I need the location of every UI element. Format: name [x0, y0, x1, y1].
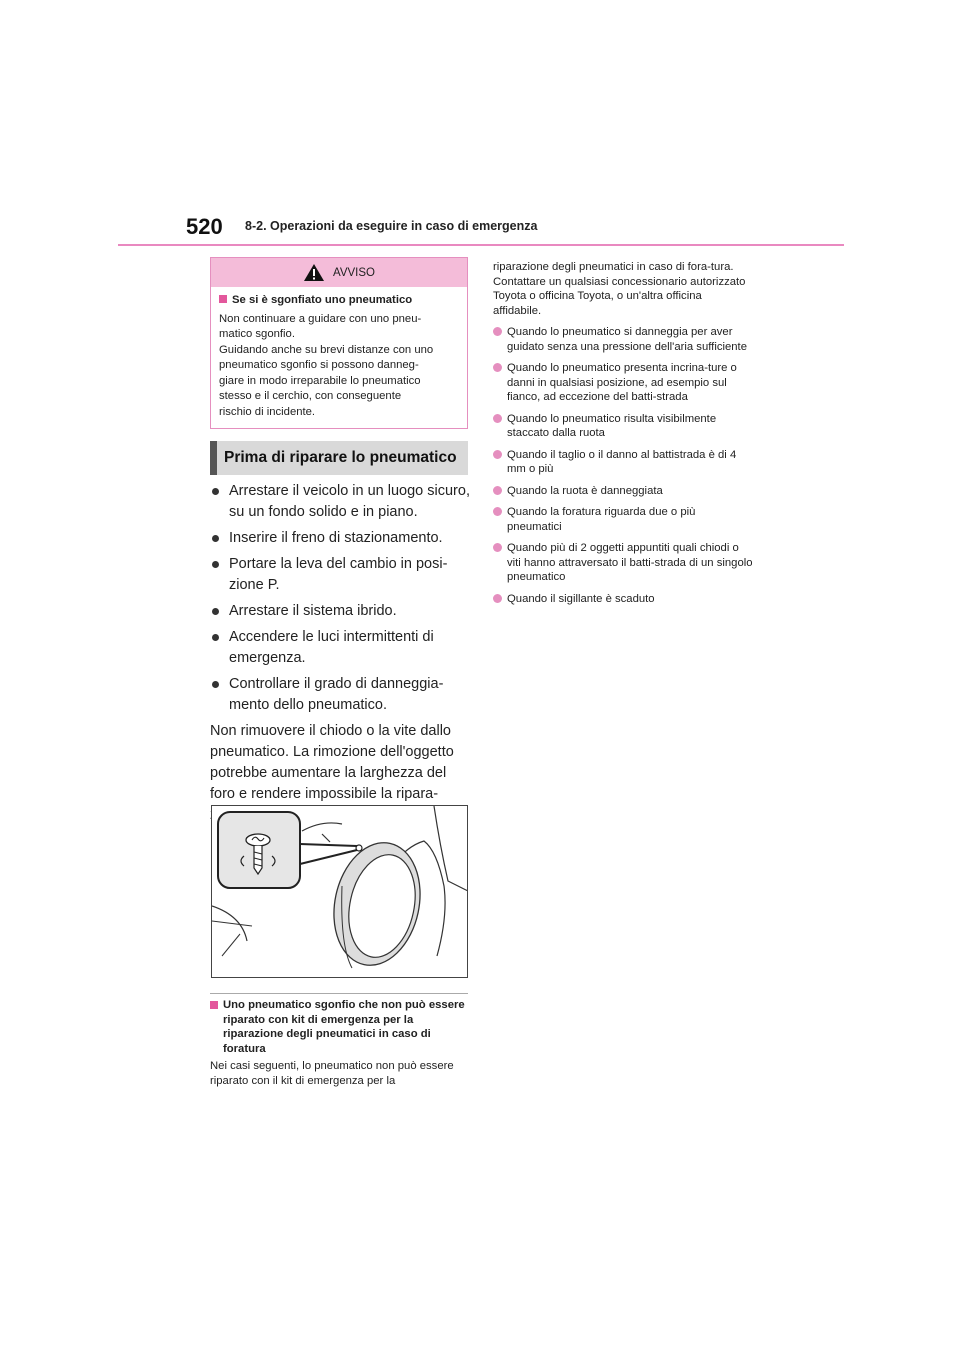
list-item: Portare la leva del cambio in posi-zione P. [210, 554, 472, 596]
list-item: Accendere le luci intermittenti di emergenza. [210, 627, 472, 669]
warning-icon [303, 263, 325, 282]
left-column [210, 481, 472, 826]
header-rule [118, 244, 844, 246]
warning-line: pneumatico sgonfio si possono danneg- [219, 359, 419, 371]
right-column [493, 260, 753, 613]
list-item: Quando più di 2 oggetti appuntiti quali chiodi o viti hanno attraversato il batti-strada di un singolo pneumatico [493, 541, 753, 585]
warning-box [210, 257, 468, 429]
list-item: Inserire il freno di stazionamento. [210, 528, 472, 549]
warning-title: AVVISO [333, 266, 375, 279]
warning-line: matico sgonfio. [219, 328, 295, 340]
list-item: Quando lo pneumatico si danneggia per aver guidato senza una pressione dell'aria sufficiente [493, 325, 753, 354]
list-item: Quando lo pneumatico presenta incrina-ture o danni in qualsiasi posizione, ad esempio sul fianco, ad eccezione del batti-strada [493, 361, 753, 405]
steps-list [210, 481, 472, 716]
warning-line: Non continuare a guidare con uno pneu- [219, 312, 422, 325]
list-item: Arrestare il veicolo in un luogo sicuro, su un fondo solido e in piano. [210, 481, 472, 523]
tire-drawing [212, 806, 468, 978]
conditions-list [493, 325, 753, 606]
warning-header [211, 258, 467, 287]
note-title: Uno pneumatico sgonfio che non può essere riparato con kit di emergenza per la riparazione degli pneumatici in caso di foratura [210, 998, 472, 1056]
warning-subtitle: Se si è sgonfiato uno pneumatico [219, 293, 457, 309]
list-item: Controllare il grado di danneggia-mento dello pneumatico. [210, 674, 472, 716]
page-number: 520 [186, 214, 223, 239]
square-bullet-icon [219, 295, 227, 303]
heading-bar [210, 441, 217, 475]
section-heading: Prima di riparare lo pneumatico [210, 441, 468, 475]
right-intro: riparazione degli pneumatici in caso di fora-tura. Contattare un qualsiasi concessionario autorizzato Toyota o officina Toyota, o un'altra officina affidabile. [493, 261, 746, 317]
list-item: Arrestare il sistema ibrido. [210, 601, 472, 622]
square-bullet-icon [210, 1001, 218, 1009]
warning-line: giare in modo irreparabile lo pneumatico [219, 374, 421, 387]
warning-line: rischio di incidente. [219, 405, 316, 418]
list-item: Quando lo pneumatico risulta visibilmente staccato dalla ruota [493, 412, 753, 441]
warning-line: stesso e il cerchio, con conseguente [219, 390, 402, 402]
list-item: Quando il taglio o il danno al battistrada è di 4 mm o più [493, 448, 753, 477]
section-title: 8-2. Operazioni da eseguire in caso di emergenza [245, 219, 538, 233]
warning-line: Guidando anche su brevi distanze con uno [219, 343, 434, 356]
note-block [210, 998, 472, 1088]
body-paragraph: Non rimuovere il chiodo o la vite dallo pneumatico. La rimozione dell'oggetto potrebbe aumentare la larghezza del foro e rendere impossibile la ripara- [210, 723, 454, 802]
tire-illustration [211, 805, 468, 978]
list-item: Quando la foratura riguarda due o più pneumatici [493, 505, 753, 534]
warning-body [211, 287, 467, 420]
note-text: Nei casi seguenti, lo pneumatico non può essere riparato con il kit di emergenza per la [210, 1060, 454, 1087]
divider [210, 993, 468, 994]
list-item: Quando il sigillante è scaduto [493, 592, 753, 607]
list-item: Quando la ruota è danneggiata [493, 484, 753, 499]
